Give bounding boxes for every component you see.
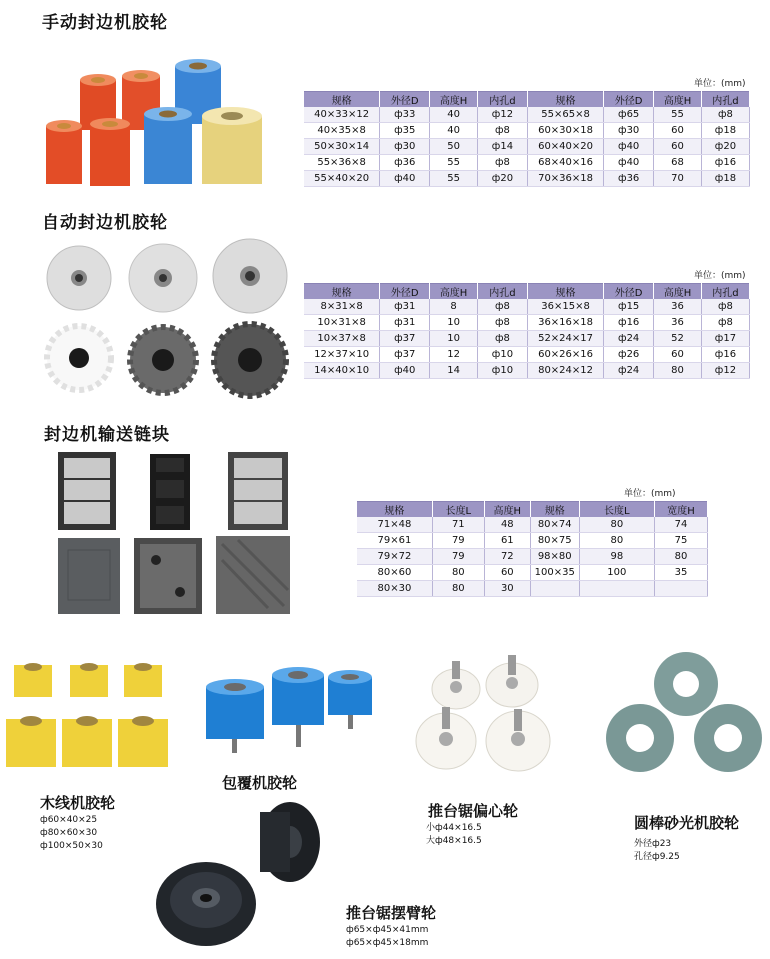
eccentric-title: 推台锯偏心轮: [428, 802, 519, 820]
table-cell: [530, 581, 579, 597]
table-cell: 52×24×17: [527, 331, 603, 347]
table-cell: [579, 581, 654, 597]
white-wheel: [416, 707, 476, 769]
table-cell: ф37: [380, 331, 430, 347]
table-cell: 12×37×10: [304, 347, 380, 363]
dark-wheel: [156, 862, 256, 946]
chain-block: [58, 452, 116, 530]
table-cell: 60×30×18: [527, 123, 603, 139]
spec-line: ф60×40×25: [40, 815, 98, 825]
table-cell: 36: [654, 315, 702, 331]
table-cell: 100×35: [530, 565, 579, 581]
table-cell: 100: [579, 565, 654, 581]
column-header: 外径D: [604, 92, 654, 108]
blue-wheel: [144, 107, 192, 184]
gear-wheel-grey: [130, 327, 196, 393]
column-header: 外径D: [380, 284, 430, 300]
column-header: 外径D: [604, 284, 654, 300]
table-row: [304, 315, 750, 331]
table-cell: 8: [430, 299, 478, 315]
table-cell: ф24: [604, 331, 654, 347]
grey-ring: [606, 704, 674, 772]
table-cell: ф40: [604, 155, 654, 171]
table-cell: ф16: [701, 155, 749, 171]
column-header: 高度H: [654, 92, 702, 108]
table-cell: 79: [432, 533, 484, 549]
table-cell: ф16: [701, 347, 749, 363]
blue-wheel: [328, 670, 372, 729]
polish-wheels-image: [600, 650, 770, 780]
table-cell: 8×31×8: [304, 299, 380, 315]
table-row: [304, 331, 750, 347]
table-cell: 80: [579, 517, 654, 533]
wrap-wheels-image: [200, 665, 380, 765]
table-row: [304, 123, 750, 139]
table-cell: ф10: [477, 363, 527, 379]
table-cell: ф8: [477, 155, 527, 171]
table-row: [357, 533, 708, 549]
table-cell: ф12: [701, 363, 749, 379]
spec-line: ф65×ф45×18mm: [346, 938, 429, 948]
column-header: 规格: [530, 502, 579, 518]
table-cell: 61: [484, 533, 530, 549]
table-cell: 12: [430, 347, 478, 363]
spec-line: 外径ф23: [634, 839, 672, 849]
eccentric-specs: [426, 822, 482, 848]
table-cell: ф35: [380, 123, 430, 139]
column-header: 规格: [527, 92, 603, 108]
chain-block: [228, 452, 288, 530]
blue-wheel: [272, 667, 324, 747]
blue-wheel: [206, 679, 264, 753]
dark-wheel: [260, 802, 320, 882]
table-cell: ф8: [477, 315, 527, 331]
table-row: [304, 107, 750, 123]
grey-ring: [654, 652, 718, 716]
table-cell: 72: [484, 549, 530, 565]
column-header: 高度H: [430, 284, 478, 300]
table-cell: 70: [654, 171, 702, 187]
table-cell: 98: [579, 549, 654, 565]
swing-wheels-image: [150, 800, 340, 950]
table-cell: 14: [430, 363, 478, 379]
table-cell: ф40: [380, 363, 430, 379]
table-cell: 74: [655, 517, 708, 533]
table-row: [357, 581, 708, 597]
table-cell: ф31: [380, 299, 430, 315]
spec-line: 小ф44×16.5: [426, 823, 482, 833]
chain-block: [150, 454, 190, 530]
white-wheel: [486, 709, 550, 771]
table-cell: 50: [430, 139, 478, 155]
table-cell: ф20: [701, 139, 749, 155]
spec-line: 大ф48×16.5: [426, 836, 482, 846]
white-wheel: [432, 661, 480, 709]
unit-label: 单位：(mm): [624, 489, 676, 499]
table-cell: ф24: [604, 363, 654, 379]
table-row: [304, 139, 750, 155]
table-cell: 80×24×12: [527, 363, 603, 379]
table-cell: 40×33×12: [304, 107, 380, 123]
table-cell: 60: [654, 139, 702, 155]
table-cell: ф30: [604, 123, 654, 139]
table-cell: ф18: [701, 123, 749, 139]
table-cell: 55: [654, 107, 702, 123]
table-cell: 80×74: [530, 517, 579, 533]
column-header: 规格: [357, 502, 432, 518]
table-cell: 68×40×16: [527, 155, 603, 171]
wood-line-wheels-image: [2, 655, 172, 775]
table-cell: 10×37×8: [304, 331, 380, 347]
column-header: 长度L: [432, 502, 484, 518]
table-cell: 55×40×20: [304, 171, 380, 187]
table-cell: 71: [432, 517, 484, 533]
table-cell: 75: [655, 533, 708, 549]
table-cell: ф8: [701, 315, 749, 331]
table-row: [357, 549, 708, 565]
table-row: [304, 299, 750, 315]
wood-line-title: 木线机胶轮: [40, 794, 116, 812]
column-header: 规格: [527, 284, 603, 300]
spec-line: 孔径ф9.25: [634, 852, 680, 862]
table-cell: ф36: [604, 171, 654, 187]
table-cell: ф18: [701, 171, 749, 187]
red-wheel: [46, 120, 82, 184]
table-cell: ф16: [604, 315, 654, 331]
table-cell: ф40: [604, 139, 654, 155]
table-cell: 10×31×8: [304, 315, 380, 331]
table-cell: ф14: [477, 139, 527, 155]
column-header: 高度H: [430, 92, 478, 108]
table-cell: 80×60: [357, 565, 432, 581]
table-cell: 50×30×14: [304, 139, 380, 155]
table-cell: 60: [484, 565, 530, 581]
auto-wheels-image: [45, 240, 285, 400]
column-header: 内孔d: [477, 284, 527, 300]
gear-wheel-dark: [214, 324, 286, 396]
table-cell: 80: [655, 549, 708, 565]
column-header: 内孔d: [701, 284, 749, 300]
table-cell: 79×61: [357, 533, 432, 549]
amber-wheel: [202, 107, 262, 184]
table-cell: ф12: [477, 107, 527, 123]
chain-spec-table: [357, 501, 708, 597]
table-cell: 79: [432, 549, 484, 565]
table-cell: 79×72: [357, 549, 432, 565]
table-cell: 60×26×16: [527, 347, 603, 363]
unit-label: 单位：(mm): [694, 271, 746, 281]
table-cell: ф36: [380, 155, 430, 171]
grey-wheel: [129, 244, 197, 312]
chain-block: [58, 538, 120, 614]
table-cell: 55: [430, 171, 478, 187]
table-cell: 40: [430, 107, 478, 123]
table-cell: 40×35×8: [304, 123, 380, 139]
table-cell: 55×36×8: [304, 155, 380, 171]
table-cell: 68: [654, 155, 702, 171]
table-cell: 80: [432, 565, 484, 581]
table-cell: ф8: [477, 299, 527, 315]
table-cell: 80: [654, 363, 702, 379]
table-cell: 55×65×8: [527, 107, 603, 123]
table-cell: ф65: [604, 107, 654, 123]
eccentric-wheels-image: [412, 655, 562, 775]
polish-specs: [634, 838, 680, 864]
table-cell: 80: [432, 581, 484, 597]
table-row: [304, 347, 750, 363]
table-cell: ф15: [604, 299, 654, 315]
column-header: 内孔d: [477, 92, 527, 108]
table-cell: 52: [654, 331, 702, 347]
table-cell: ф8: [477, 331, 527, 347]
column-header: 长度L: [579, 502, 654, 518]
wrap-title: 包覆机胶轮: [222, 774, 298, 792]
chain-section-title: 封边机输送链块: [44, 425, 170, 445]
table-cell: 10: [430, 331, 478, 347]
unit-label: 单位：(mm): [694, 79, 746, 89]
manual-spec-table: [304, 91, 750, 187]
auto-spec-table: [304, 283, 750, 379]
table-cell: ф30: [380, 139, 430, 155]
table-cell: [655, 581, 708, 597]
column-header: 高度H: [654, 284, 702, 300]
table-cell: 40: [430, 123, 478, 139]
grey-ring: [694, 704, 762, 772]
table-cell: 48: [484, 517, 530, 533]
table-cell: 35: [655, 565, 708, 581]
table-cell: 36×15×8: [527, 299, 603, 315]
chain-block: [134, 538, 202, 614]
table-cell: 60×40×20: [527, 139, 603, 155]
table-cell: ф8: [701, 299, 749, 315]
column-header: 高度H: [484, 502, 530, 518]
swing-title: 推台锯摆臂轮: [346, 904, 437, 922]
table-cell: 60: [654, 347, 702, 363]
table-cell: 80×75: [530, 533, 579, 549]
chain-block: [216, 536, 290, 614]
table-cell: 71×48: [357, 517, 432, 533]
table-cell: 10: [430, 315, 478, 331]
table-row: [304, 171, 750, 187]
table-cell: ф20: [477, 171, 527, 187]
table-cell: 30: [484, 581, 530, 597]
spec-line: ф80×60×30: [40, 828, 98, 838]
manual-wheels-image: [40, 58, 270, 198]
chain-blocks-image: [52, 450, 302, 620]
table-cell: 70×36×18: [527, 171, 603, 187]
white-wheel: [486, 655, 538, 707]
table-cell: ф8: [701, 107, 749, 123]
table-cell: 80: [579, 533, 654, 549]
column-header: 规格: [304, 284, 380, 300]
table-cell: 60: [654, 123, 702, 139]
table-cell: ф40: [380, 171, 430, 187]
column-header: 外径D: [380, 92, 430, 108]
table-cell: ф8: [477, 123, 527, 139]
table-row: [304, 155, 750, 171]
table-cell: 14×40×10: [304, 363, 380, 379]
table-row: [357, 565, 708, 581]
table-cell: ф31: [380, 315, 430, 331]
grey-wheel: [47, 246, 111, 310]
spec-line: ф65×ф45×41mm: [346, 925, 429, 935]
table-row: [357, 517, 708, 533]
column-header: 规格: [304, 92, 380, 108]
table-cell: ф10: [477, 347, 527, 363]
table-cell: 36×16×18: [527, 315, 603, 331]
spec-line: ф100×50×30: [40, 841, 103, 851]
table-cell: 36: [654, 299, 702, 315]
table-cell: 55: [430, 155, 478, 171]
swing-specs: [346, 924, 428, 950]
red-wheel: [90, 118, 130, 186]
gear-wheel-white: [47, 326, 111, 390]
table-cell: ф37: [380, 347, 430, 363]
table-cell: 80×30: [357, 581, 432, 597]
polish-title: 圆棒砂光机胶轮: [634, 814, 740, 832]
grey-wheel: [213, 239, 287, 313]
table-cell: ф17: [701, 331, 749, 347]
table-cell: 98×80: [530, 549, 579, 565]
table-cell: ф33: [380, 107, 430, 123]
wood-line-specs: [40, 814, 103, 853]
manual-section-title: 手动封边机胶轮: [42, 13, 168, 33]
column-header: 内孔d: [701, 92, 749, 108]
table-row: [304, 363, 750, 379]
auto-section-title: 自动封边机胶轮: [42, 213, 168, 233]
table-cell: ф26: [604, 347, 654, 363]
column-header: 宽度H: [655, 502, 708, 518]
